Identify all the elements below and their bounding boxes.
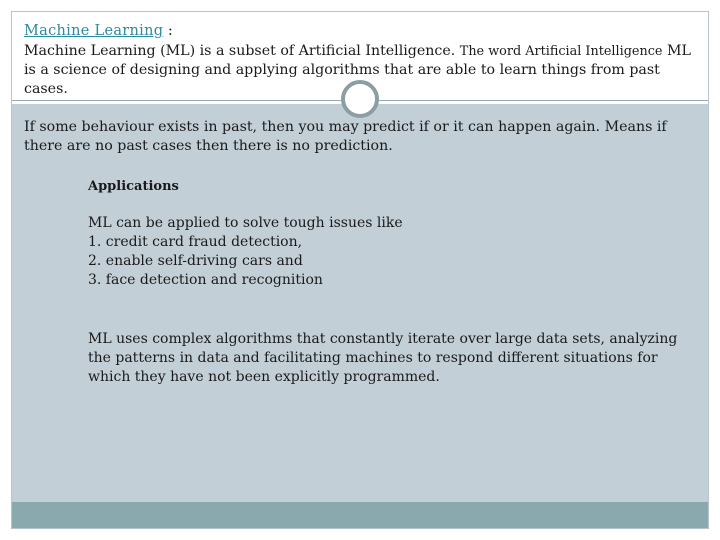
list-item: 2. enable self-driving cars and bbox=[88, 253, 303, 269]
list-item: 3. face detection and recognition bbox=[88, 272, 323, 288]
applications-heading: Applications bbox=[88, 179, 179, 194]
applications-list bbox=[88, 233, 323, 290]
applications-intro: ML can be applied to solve tough issues like bbox=[88, 215, 403, 231]
title-heading: Machine Learning bbox=[24, 23, 164, 39]
paragraph-past-cases: If some behaviour exists in past, then you may predict if or it can happen again. Means if there are no past cases then there is no prediction. bbox=[24, 119, 667, 154]
content-panel bbox=[12, 104, 708, 502]
paragraph-algorithms: ML uses complex algorithms that constantly iterate over large data sets, analyzing the patterns in data and facilitating machines to respond different situations for which they have not been explicitly programmed. bbox=[88, 331, 678, 385]
title-colon: : bbox=[167, 23, 173, 39]
intro-part-1: Machine Learning (ML) is a subset of Artificial Intelligence. bbox=[24, 43, 456, 59]
slide-title bbox=[24, 22, 173, 40]
intro-part-3: ML is a science of designing and applying algorithms that are able to learn things from past cases. bbox=[24, 43, 691, 97]
list-item: 1. credit card fraud detection, bbox=[88, 234, 303, 250]
ring-ornament-icon bbox=[341, 80, 379, 118]
intro-part-2: The word Artificial Intelligence bbox=[459, 44, 663, 59]
footer-bar bbox=[12, 502, 708, 528]
